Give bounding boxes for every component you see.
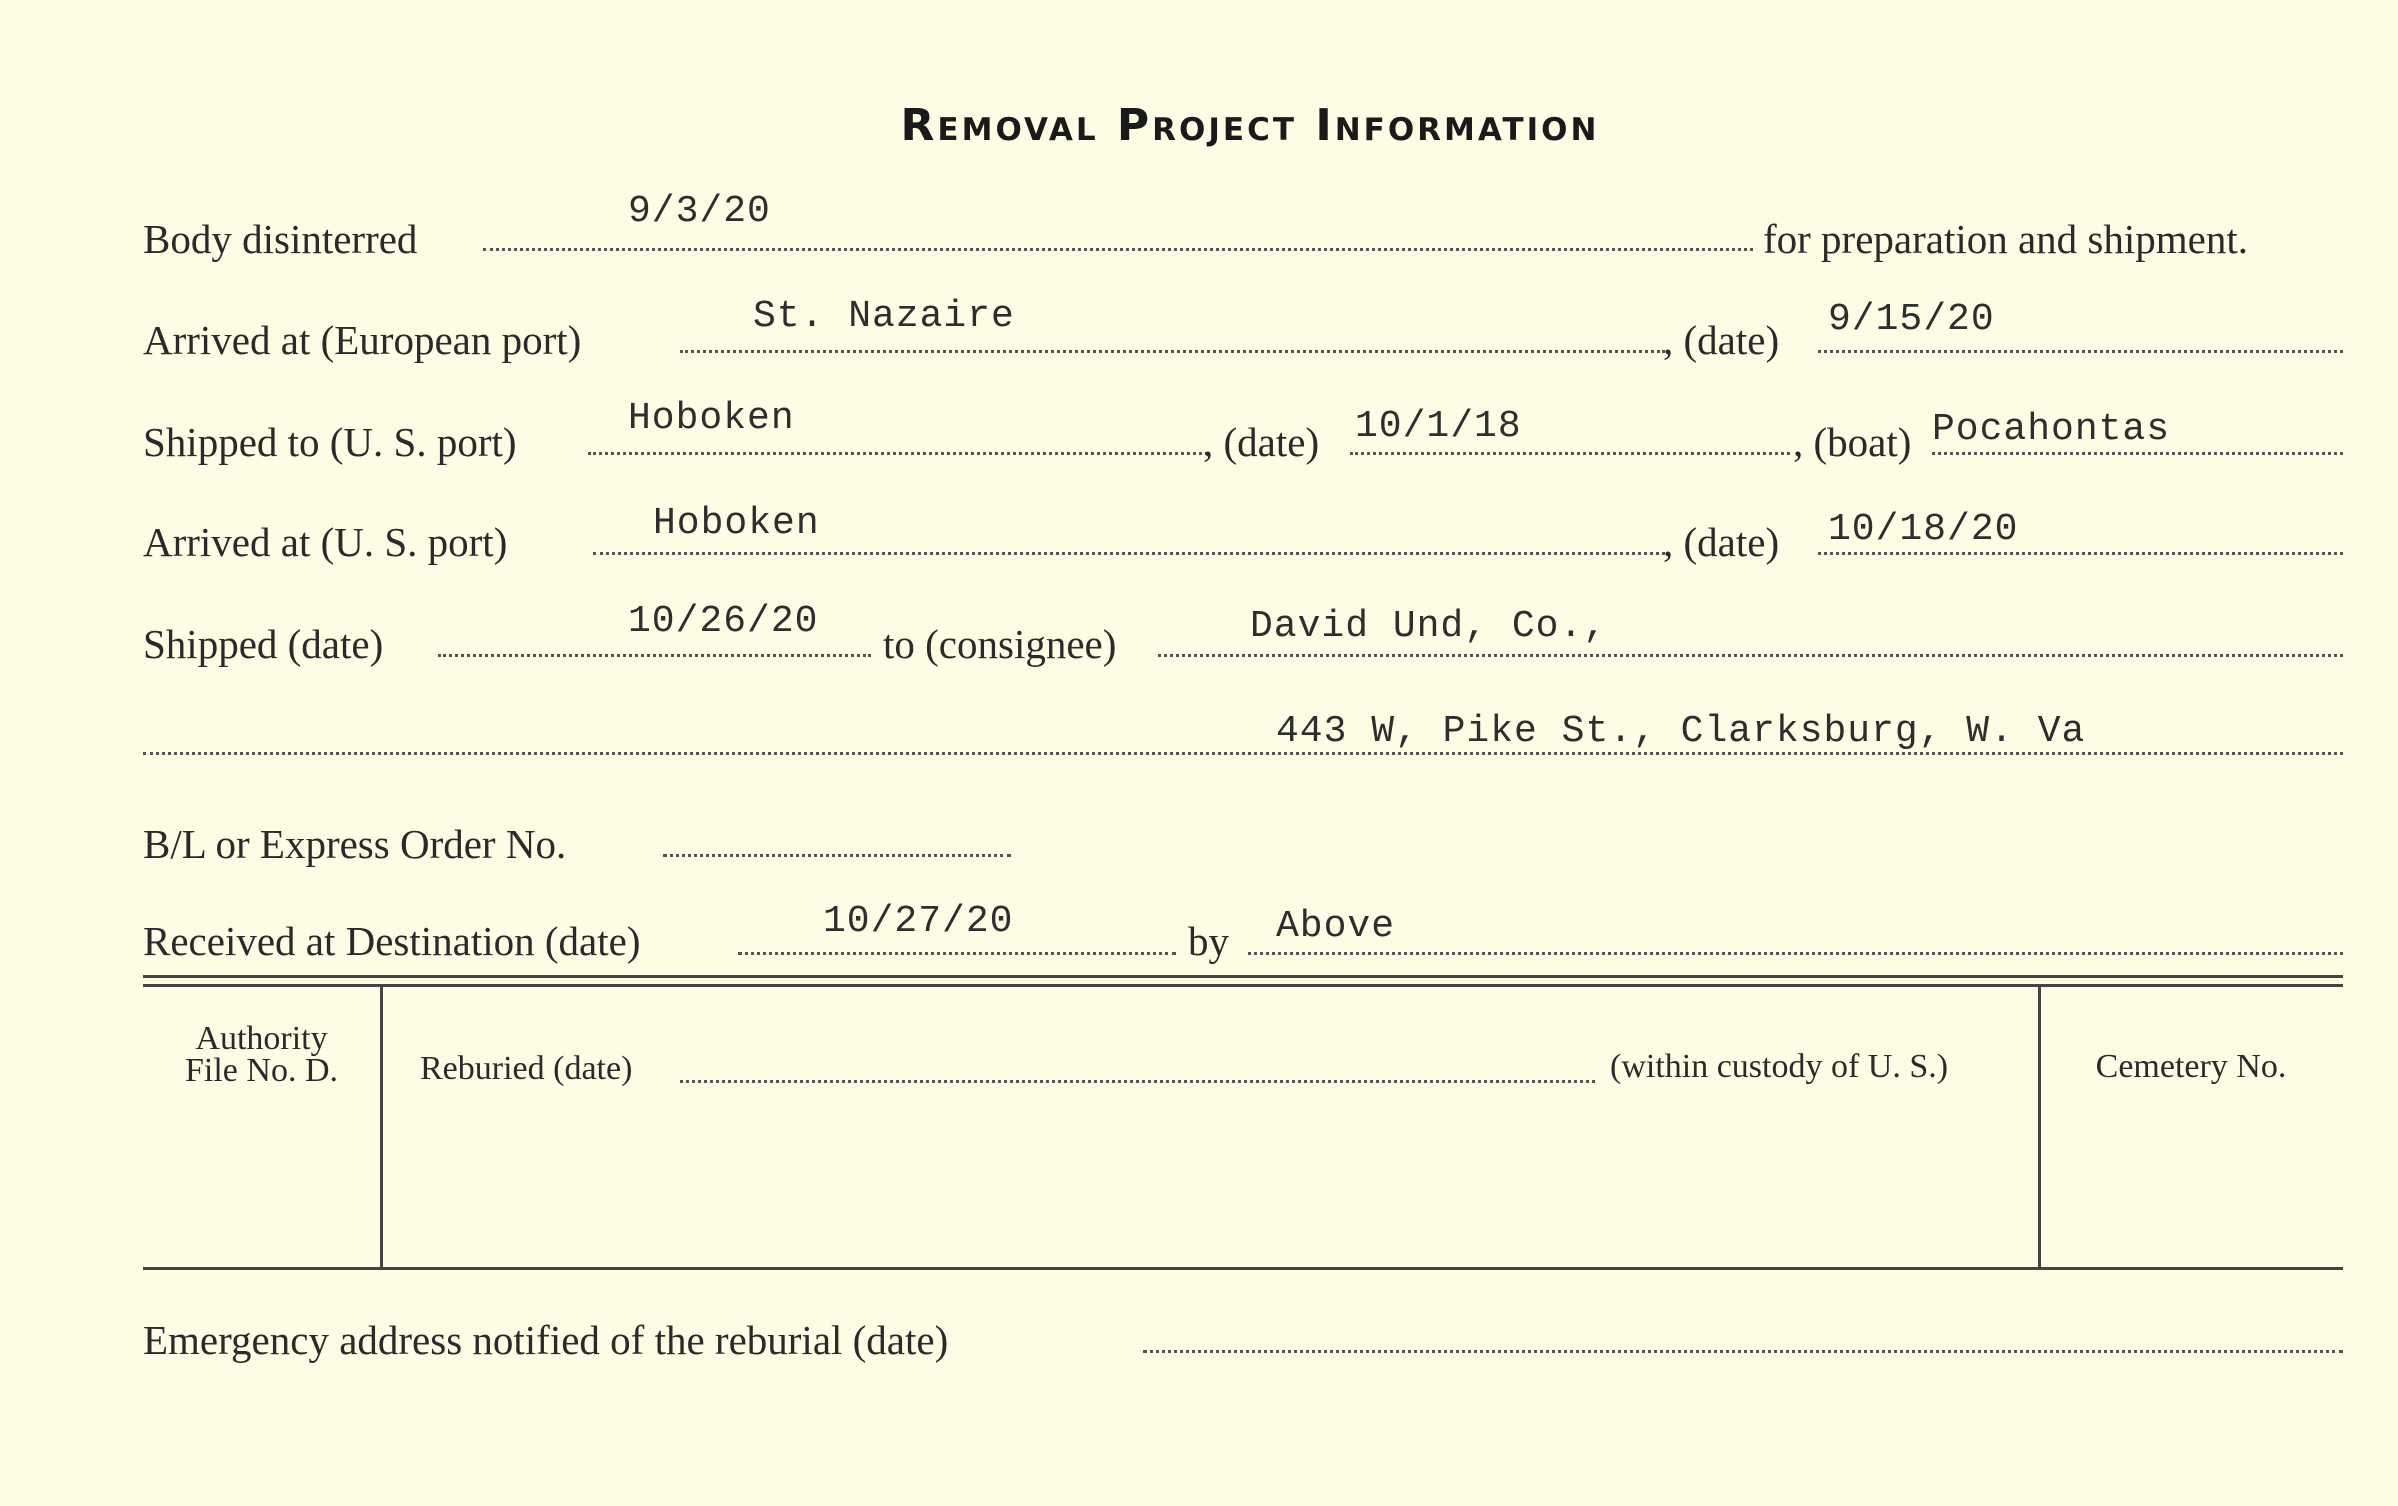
received-by: Above bbox=[1276, 905, 1396, 948]
arrived-us-line bbox=[593, 552, 1665, 555]
body-disinterred-value: 9/3/20 bbox=[628, 190, 771, 233]
arrived-us-date: 10/18/20 bbox=[1828, 508, 2019, 551]
bl-label: B/L or Express Order No. bbox=[143, 821, 567, 867]
table-bottom-rule bbox=[143, 1267, 2343, 1270]
shipped-us-date: 10/1/18 bbox=[1355, 405, 1522, 448]
table-top-rule-2 bbox=[143, 984, 2343, 987]
emergency-label: Emergency address notified of the reburial (date) bbox=[143, 1317, 949, 1363]
shipped-us-date-label: , (date) bbox=[1203, 419, 1320, 465]
reburied-line bbox=[680, 1080, 1595, 1083]
shipped-us-value: Hoboken bbox=[628, 397, 795, 440]
shipped-us-line bbox=[588, 452, 1208, 455]
arrived-european-date-label: , (date) bbox=[1663, 317, 1780, 363]
arrived-us-date-line bbox=[1818, 552, 2343, 555]
table-divider-left bbox=[380, 987, 383, 1267]
body-disinterred-suffix: for preparation and shipment. bbox=[1763, 216, 2249, 262]
shipped-date-label: Shipped (date) bbox=[143, 621, 384, 667]
shipped-us-boat-line bbox=[1932, 452, 2343, 455]
cemetery-label: Cemetery No. bbox=[2095, 1048, 2287, 1085]
consignee-value: David Und, Co., bbox=[1250, 605, 1608, 648]
custody-label: (within custody of U. S.) bbox=[1610, 1048, 1949, 1085]
table-divider-right bbox=[2038, 987, 2041, 1267]
reburied-label: Reburied (date) bbox=[420, 1050, 633, 1087]
shipped-date: 10/26/20 bbox=[628, 600, 819, 643]
consignee-label: to (consignee) bbox=[883, 621, 1117, 667]
authority-label-line2: File No. D. bbox=[185, 1052, 338, 1089]
page-title: Removal Project Information bbox=[900, 100, 1600, 151]
received-date-line bbox=[738, 952, 1176, 955]
authority-label-line1: Authority bbox=[195, 1020, 328, 1057]
received-date: 10/27/20 bbox=[823, 900, 1014, 943]
bl-line bbox=[663, 854, 1011, 857]
arrived-us-label: Arrived at (U. S. port) bbox=[143, 519, 508, 565]
arrived-european-label: Arrived at (European port) bbox=[143, 317, 582, 363]
body-disinterred-line bbox=[483, 248, 1753, 251]
arrived-european-date-line bbox=[1818, 350, 2343, 353]
shipped-us-boat: Pocahontas bbox=[1932, 408, 2171, 451]
shipped-us-label: Shipped to (U. S. port) bbox=[143, 419, 517, 465]
emergency-line bbox=[1143, 1350, 2343, 1353]
body-disinterred-label: Body disinterred bbox=[143, 216, 418, 262]
shipped-us-boat-label: , (boat) bbox=[1793, 419, 1912, 465]
consignee-line bbox=[1158, 654, 2343, 657]
received-by-line bbox=[1248, 952, 2343, 955]
consignee-address: 443 W, Pike St., Clarksburg, W. Va bbox=[1276, 710, 2086, 753]
arrived-european-date: 9/15/20 bbox=[1828, 298, 1995, 341]
arrived-us-value: Hoboken bbox=[653, 502, 820, 545]
table-top-rule-1 bbox=[143, 975, 2343, 978]
received-label: Received at Destination (date) bbox=[143, 918, 641, 964]
shipped-date-line bbox=[438, 654, 871, 657]
arrived-european-value: St. Nazaire bbox=[753, 295, 1015, 338]
shipped-us-date-line bbox=[1350, 452, 1790, 455]
received-by-label: by bbox=[1188, 918, 1229, 964]
arrived-us-date-label: , (date) bbox=[1663, 519, 1780, 565]
arrived-european-line bbox=[680, 350, 1665, 353]
